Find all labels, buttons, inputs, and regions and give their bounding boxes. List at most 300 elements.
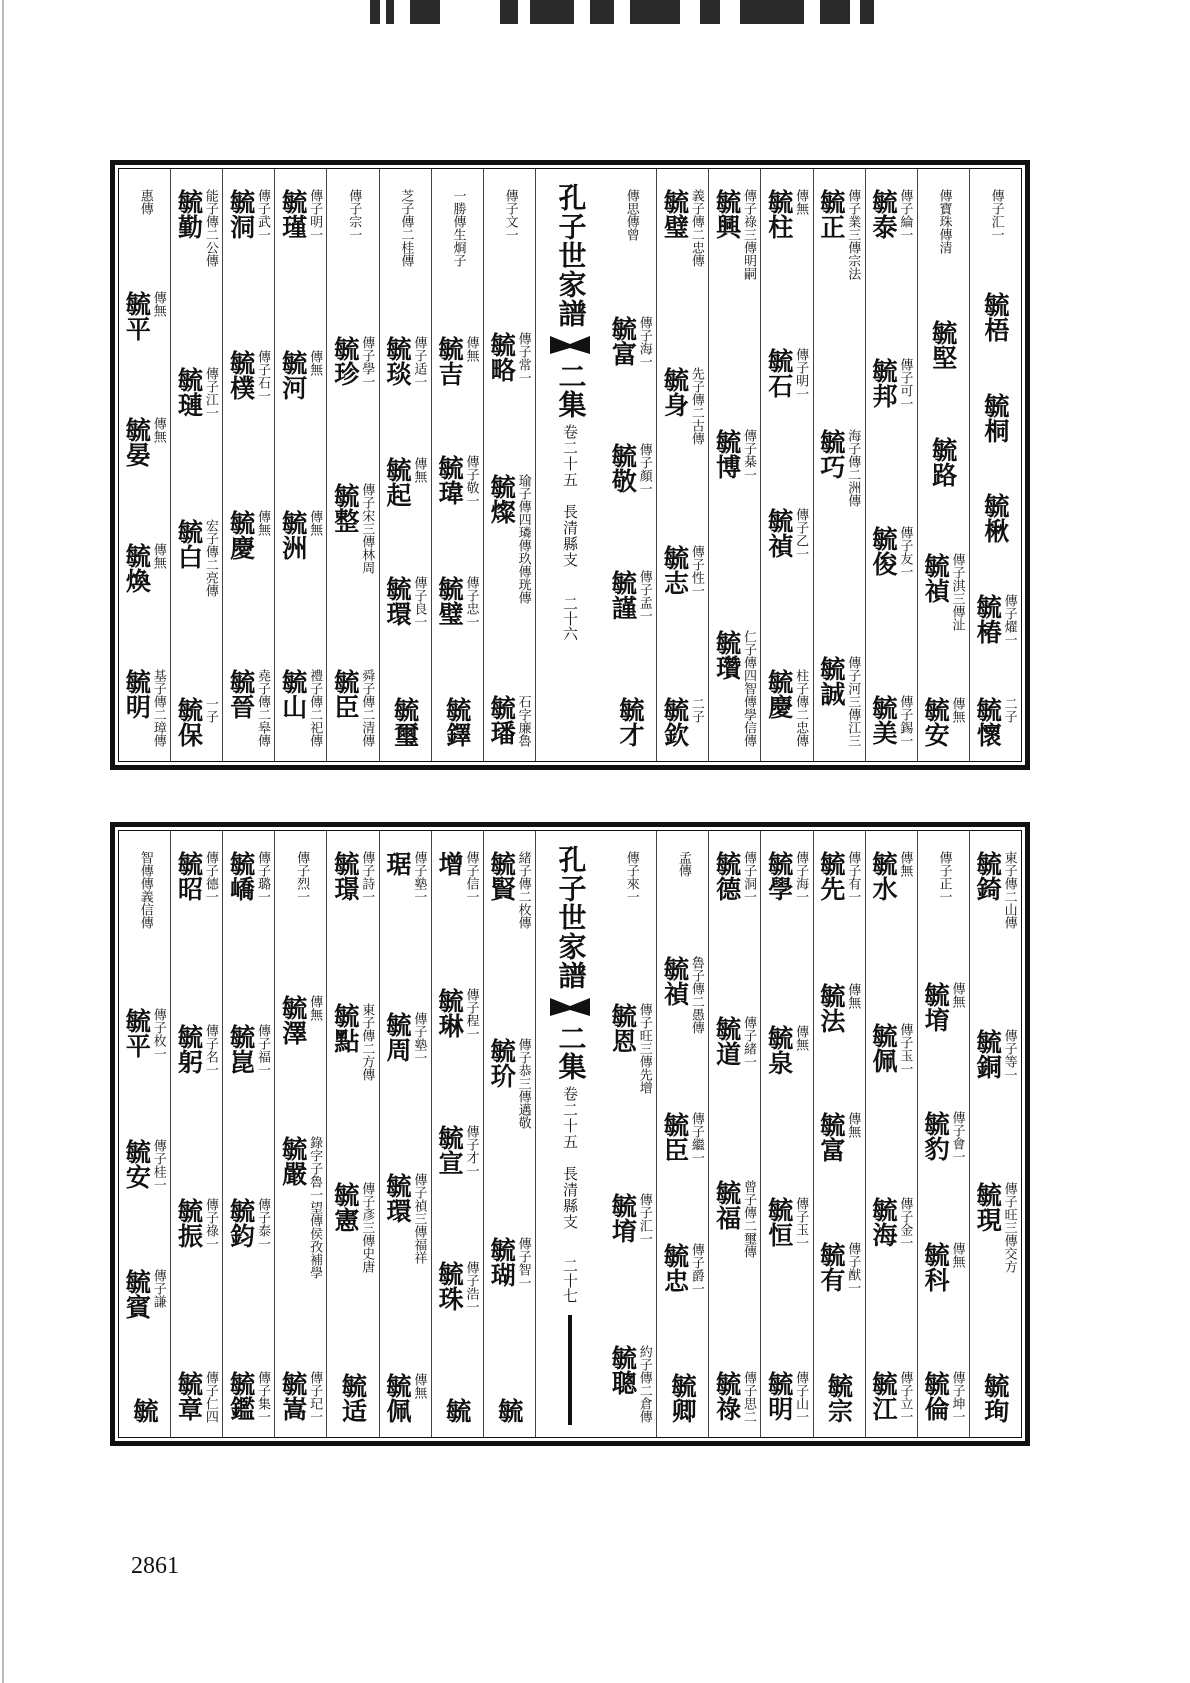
lineage-note: 傳無	[793, 1025, 809, 1051]
genealogy-entry	[174, 697, 218, 747]
genealogy-entry	[226, 510, 270, 561]
person-name: 毓振	[174, 1197, 204, 1248]
person-name: 毓琰	[383, 336, 413, 386]
lineage-note: 傳子燿一	[1001, 594, 1017, 647]
genealogy-entry	[442, 1398, 472, 1423]
column-entries	[226, 851, 270, 1437]
column-entries	[975, 851, 1015, 1437]
lineage-note: 傳子江一	[202, 367, 218, 419]
lineage-note: 傳無	[150, 291, 166, 317]
genealogy-entry	[385, 1173, 425, 1264]
genealogy-entry	[816, 1241, 861, 1294]
genealogy-entry	[174, 1024, 218, 1077]
lineage-note: 傳子忠一	[463, 576, 479, 628]
lineage-note: 傳子禎三傳福祥	[411, 1173, 427, 1264]
person-name: 毓忠	[660, 1242, 690, 1293]
lineage-note: 傳子錫一	[897, 694, 913, 747]
column-entries	[816, 851, 861, 1437]
person-name: 毓嶠	[226, 851, 256, 901]
genealogy-panel-top	[110, 160, 1030, 770]
genealogy-entry	[660, 955, 704, 1034]
lineage-note: 傳子友一	[897, 526, 913, 579]
genealogy-entry	[764, 668, 809, 747]
lineage-note: 傳無	[411, 457, 427, 483]
column-entries	[871, 189, 911, 761]
person-name: 毓晏	[122, 417, 152, 467]
genealogy-entry	[330, 483, 375, 574]
person-name: 毓法	[816, 982, 846, 1033]
column-entries	[124, 851, 164, 1437]
person-name: 毓燦	[487, 474, 517, 525]
genealogy-column	[326, 169, 378, 761]
person-name: 毓俊	[869, 526, 899, 577]
lineage-note: 惠傳	[137, 189, 153, 215]
lineage-note: 錄字子魯一望傳侯孜補學	[307, 1136, 323, 1280]
person-name: 毓佩	[869, 1023, 899, 1073]
genealogy-entry	[124, 543, 164, 593]
genealogy-column	[865, 831, 917, 1437]
genealogy-entry	[816, 189, 861, 280]
genealogy-entry	[330, 336, 375, 388]
lineage-note: 二子	[688, 697, 704, 723]
lineage-note: 傳子綸一	[897, 189, 913, 241]
genealogy-entry	[226, 1024, 270, 1077]
lineage-note: 傳子玉一	[793, 1197, 809, 1249]
person-name: 毓瑾	[278, 189, 308, 239]
lineage-note: 柱子傳二忠傳	[793, 668, 809, 747]
leaf-number: 二十六	[560, 596, 579, 641]
person-name: 毓珍	[330, 336, 360, 386]
lineage-note: 約子傳二倉傳	[636, 1344, 652, 1423]
genealogy-entry	[489, 332, 529, 384]
person-name: 毓學	[764, 851, 794, 901]
lineage-note: 傳子泰一	[254, 1197, 270, 1250]
lineage-note: 傳子适一	[411, 336, 427, 388]
person-name: 毓周	[383, 1012, 413, 1062]
genealogy-column	[379, 831, 431, 1437]
person-name: 毓瑋	[435, 455, 465, 505]
person-name: 毓賓	[122, 1269, 152, 1320]
genealogy-entry	[610, 1193, 650, 1245]
genealogy-column	[483, 169, 535, 761]
lineage-note: 傳無	[150, 543, 166, 569]
person-name: 毓章	[174, 1370, 204, 1421]
genealogy-column	[222, 831, 274, 1437]
lineage-note: 傳子性一	[688, 545, 704, 597]
lineage-note: 傳子才一	[463, 1124, 479, 1177]
lineage-note: 傳子浩一	[463, 1261, 479, 1314]
person-name: 毓楸	[980, 493, 1010, 544]
lineage-note: 傳子猷一	[845, 1241, 861, 1294]
genealogy-entry	[226, 349, 270, 402]
person-name: 毓石	[764, 347, 794, 398]
genealogy-entry	[676, 851, 690, 877]
lineage-note: 傳子烈一	[294, 851, 310, 903]
lineage-note: 傳無	[793, 189, 809, 215]
lineage-note: 傳無	[307, 350, 323, 377]
column-entries	[816, 189, 861, 761]
genealogy-column	[170, 169, 222, 761]
lineage-note: 堯子傳二皋傳	[254, 668, 270, 747]
genealogy-entry	[975, 1182, 1015, 1273]
lineage-note: 傳子來一	[623, 851, 639, 903]
column-entries	[437, 189, 477, 761]
genealogy-entry	[226, 1370, 270, 1423]
lineage-note: 芝子傳二桂傳	[398, 189, 414, 267]
genealogy-entry	[278, 189, 323, 241]
genealogy-entry	[764, 1371, 809, 1423]
person-name: 毓晉	[226, 668, 256, 719]
fish-tail-bar	[568, 1315, 572, 1425]
genealogy-column	[605, 169, 656, 761]
genealogy-entry	[437, 576, 477, 628]
chapter-subtitle: 卷二十五 長清縣支	[560, 1086, 579, 1230]
lineage-note: 孟傳	[675, 851, 691, 877]
genealogy-entry	[936, 189, 950, 254]
genealogy-column	[969, 831, 1021, 1437]
person-name: 毓璧	[435, 576, 465, 626]
lineage-note: 瑜子傳四璘傳玖傳珖傳	[515, 474, 531, 605]
genealogy-entry	[437, 455, 477, 507]
genealogy-entry	[610, 316, 650, 368]
genealogy-column	[760, 169, 812, 761]
lineage-note: 舜子傳二清傳	[359, 669, 375, 747]
lineage-note: 傳子淇三傳沚	[949, 552, 965, 631]
person-name: 毓珣	[980, 1372, 1010, 1423]
lineage-note: 傳子宗一	[346, 189, 362, 241]
genealogy-column	[222, 169, 274, 761]
person-name: 毓吉	[435, 336, 465, 386]
lineage-note: 傳子桂一	[150, 1138, 166, 1191]
person-name: 毓起	[383, 457, 413, 507]
genealogy-entry	[660, 1112, 704, 1164]
genealogy-entry	[489, 695, 529, 747]
person-name: 毓禎	[921, 552, 951, 603]
lineage-note: 傳子汇一	[636, 1193, 652, 1246]
person-name: 毓科	[921, 1242, 951, 1292]
person-name: 毓先	[816, 851, 846, 901]
lineage-note: 傳子石一	[254, 349, 270, 402]
lineage-note: 傳子玘一	[307, 1370, 323, 1423]
lineage-note: 傳子塾一	[411, 851, 427, 903]
genealogy-entry	[623, 189, 637, 241]
lineage-note: 義子傳二忠傳	[688, 189, 704, 267]
person-name: 毓正	[816, 189, 846, 239]
genealogy-entry	[975, 851, 1015, 929]
person-name: 毓瓚	[712, 630, 742, 680]
lineage-note: 二子	[1001, 696, 1017, 723]
genealogy-entry	[871, 851, 911, 901]
person-name: 毓身	[660, 367, 690, 417]
genealogy-column	[865, 169, 917, 761]
lineage-note: 傳無	[949, 982, 965, 1008]
lineage-note: 傳子智一	[515, 1237, 531, 1290]
person-name: 毓環	[383, 576, 413, 626]
column-entries	[437, 851, 477, 1437]
column-entries	[610, 189, 650, 761]
genealogy-column	[379, 169, 431, 761]
lineage-note: 傳子繼一	[688, 1112, 704, 1164]
genealogy-entry	[764, 508, 809, 561]
genealogy-column	[431, 169, 483, 761]
person-name: 毓興	[712, 189, 742, 239]
genealogy-entry	[385, 851, 425, 903]
genealogy-entry	[174, 189, 218, 267]
genealogy-entry	[988, 189, 1002, 241]
column-entries	[226, 189, 270, 761]
genealogy-entry	[923, 553, 963, 631]
genealogy-entry	[980, 392, 1010, 443]
genealogy-entry	[278, 994, 323, 1045]
fish-tail-ornament	[548, 996, 592, 1018]
column-entries	[174, 851, 218, 1437]
person-name: 毓宣	[435, 1124, 465, 1175]
genealogy-entry	[616, 697, 646, 747]
column-entries	[923, 851, 963, 1437]
person-name: 毓堉	[608, 1193, 638, 1244]
genealogy-entry	[660, 545, 704, 597]
person-name: 毓欽	[660, 697, 690, 747]
genealogy-entry	[712, 630, 756, 747]
column-entries	[660, 189, 704, 761]
genealogy-column	[483, 831, 535, 1437]
lineage-note: 傳子祿三傳明嗣	[740, 189, 756, 280]
genealogy-entry	[871, 1197, 911, 1249]
genealogy-entry	[923, 1371, 963, 1423]
lineage-note: 傳無	[254, 510, 270, 537]
genealogy-column	[917, 169, 969, 761]
lineage-note: 一勝傳生烱子	[450, 189, 466, 267]
person-name: 毓才	[616, 697, 646, 747]
page-number: 2861	[131, 1553, 179, 1579]
person-name: 毓佩	[383, 1373, 413, 1423]
lineage-note: 傳無	[307, 509, 323, 536]
person-name: 毓銅	[973, 1029, 1003, 1080]
genealogy-entry	[660, 367, 704, 445]
person-name: 毓适	[338, 1372, 368, 1423]
genealogy-entry	[338, 1372, 368, 1423]
genealogy-entry	[174, 1197, 218, 1250]
lineage-note: 傳子棊一	[740, 429, 756, 481]
person-name: 毓海	[869, 1197, 899, 1247]
genealogy-entry	[712, 851, 756, 903]
person-name: 毓明	[122, 669, 152, 719]
person-name: 毓略	[487, 331, 517, 382]
genealogy-entry	[764, 851, 809, 903]
lineage-note: 傳子塾一	[411, 1012, 427, 1064]
genealogy-entry	[137, 189, 151, 215]
lineage-note: 傳無	[150, 417, 166, 443]
person-name: 毓珠	[435, 1261, 465, 1312]
person-name: 毓慶	[764, 668, 794, 719]
person-name: 毓錡	[973, 851, 1003, 901]
person-name: 增	[435, 851, 465, 876]
person-name: 毓璉	[174, 367, 204, 417]
person-name: 毓椿	[973, 594, 1003, 645]
lineage-note: 傳子金一	[897, 1197, 913, 1249]
genealogy-column	[917, 831, 969, 1437]
genealogy-entry	[871, 358, 911, 410]
genealogy-entry	[668, 1373, 698, 1423]
lineage-note: 傳子程一	[463, 987, 479, 1040]
person-name: 毓勤	[174, 189, 204, 239]
lineage-note: 東子傳二山傳	[1001, 851, 1017, 929]
genealogy-entry	[437, 988, 477, 1040]
lineage-note: 傳無	[307, 994, 323, 1021]
person-name: 毓點	[330, 1003, 360, 1054]
genealogy-entry	[980, 1372, 1010, 1423]
lineage-note: 傳無	[411, 1373, 427, 1399]
scan-top-bleed	[320, 0, 960, 26]
column-entries	[124, 189, 164, 761]
column-entries	[975, 189, 1015, 761]
person-name: 毓禎	[660, 955, 690, 1006]
lineage-note: 傳子會一	[949, 1111, 965, 1163]
leaf-number: 二十七	[560, 1258, 579, 1303]
person-name: 毓環	[383, 1173, 413, 1223]
genealogy-entry	[278, 509, 323, 560]
lineage-note: 傳子思二	[740, 1370, 756, 1423]
genealogy-entry	[124, 669, 164, 747]
person-name: 毓邦	[869, 357, 899, 408]
genealogy-entry	[871, 1371, 911, 1423]
person-name: 毓路	[928, 436, 958, 487]
genealogy-entry	[871, 189, 911, 241]
genealogy-column	[708, 169, 760, 761]
genealogy-entry	[712, 429, 756, 481]
person-name: 毓平	[122, 1007, 152, 1058]
genealogy-entry	[226, 668, 270, 747]
genealogy-entry	[764, 1025, 809, 1075]
column-entries	[278, 851, 323, 1437]
genealogy-entry	[816, 429, 861, 507]
person-name: 毓洞	[226, 189, 256, 239]
person-name: 毓道	[712, 1015, 742, 1066]
genealogy-entry	[816, 851, 861, 903]
genealogy-column	[274, 831, 326, 1437]
genealogy-entry	[489, 1237, 529, 1289]
lineage-note: 傳子仁四	[202, 1370, 218, 1423]
lineage-note: 傳子祿一	[202, 1197, 218, 1250]
genealogy-entry	[385, 1373, 425, 1423]
lineage-note: 智傳傳義信傳	[137, 851, 153, 929]
lineage-note: 基子傳二璋傳	[150, 669, 166, 747]
volume-label: 二集	[554, 362, 588, 418]
genealogy-entry	[871, 1023, 911, 1075]
lineage-note: 傳子乙一	[793, 508, 809, 561]
genealogy-entry	[442, 697, 472, 747]
column-entries	[712, 189, 756, 761]
lineage-note: 海子傳二洲傳	[845, 429, 861, 507]
lineage-note: 傳子等一	[1001, 1029, 1017, 1082]
lineage-note: 傳子恭三傳邁敬	[515, 1037, 531, 1129]
lineage-note: 傳子旺三傳交方	[1001, 1181, 1017, 1273]
lineage-note: 傳子汇一	[988, 189, 1004, 241]
genealogy-entry	[660, 189, 704, 267]
person-name: 毓臣	[660, 1112, 690, 1162]
person-name: 毓德	[712, 851, 742, 901]
chapter-subtitle: 卷二十五 長清縣支	[560, 424, 579, 568]
person-name: 琚	[383, 851, 413, 876]
column-entries	[923, 189, 963, 761]
person-name: 毓祿	[712, 1370, 742, 1421]
column-entries	[489, 851, 529, 1437]
lineage-note: 傳子福一	[254, 1024, 270, 1077]
lineage-note: 傳子立一	[897, 1371, 913, 1423]
genealogy-entry	[385, 336, 425, 388]
lineage-note: 傳寶珠傳清	[936, 189, 952, 254]
person-name: 毓嵩	[278, 1370, 308, 1421]
person-name: 毓豹	[921, 1111, 951, 1161]
lineage-note: 傳子敬一	[463, 455, 479, 507]
person-name: 毓志	[660, 545, 690, 595]
lineage-note: 傳子玉一	[897, 1023, 913, 1075]
person-name: 毓鐸	[442, 697, 472, 747]
genealogy-entry	[124, 1139, 164, 1191]
person-name: 毓堉	[921, 982, 951, 1032]
genealogy-entry	[489, 851, 529, 929]
genealogy-column	[170, 831, 222, 1437]
genealogy-entry	[764, 1197, 809, 1249]
genealogy-entry	[385, 576, 425, 628]
person-name: 毓泉	[764, 1025, 794, 1075]
lineage-note: 傳子德一	[202, 851, 218, 903]
person-name: 毓澤	[278, 994, 308, 1045]
lineage-note: 能子傳二公傳	[202, 189, 218, 267]
lineage-note: 傳子彥三傳史唐	[359, 1181, 375, 1273]
genealogy-entry	[330, 1003, 375, 1082]
lineage-note: 傳子正一	[936, 851, 952, 903]
person-name: 毓明	[764, 1371, 794, 1421]
lineage-note: 傳子常一	[515, 331, 531, 384]
genealogy-entry	[764, 347, 809, 400]
panel-bottom-grid	[118, 830, 1022, 1438]
genealogy-entry	[928, 436, 958, 487]
lineage-note: 傳子爵一	[688, 1242, 704, 1295]
person-name: 毓現	[973, 1181, 1003, 1232]
genealogy-column	[119, 831, 170, 1437]
person-name: 毓宗	[824, 1373, 854, 1423]
person-name: 毓整	[330, 483, 360, 533]
genealogy-entry	[936, 851, 950, 903]
genealogy-entry	[346, 189, 360, 241]
lineage-note: 傳子璐一	[254, 851, 270, 903]
genealogy-entry	[124, 1008, 164, 1060]
genealogy-entry	[330, 1181, 375, 1273]
column-entries	[330, 851, 375, 1437]
book-title: 孔子世家譜	[554, 845, 588, 990]
lineage-note: 傳子明一	[307, 189, 323, 241]
lineage-note: 傳子河三傳江三	[845, 656, 861, 747]
genealogy-entry	[816, 982, 861, 1033]
person-name: 毓泰	[869, 189, 899, 239]
genealogy-entry	[294, 851, 308, 903]
person-name: 毓懷	[973, 696, 1003, 747]
person-name: 毓慶	[226, 510, 256, 561]
genealogy-entry	[398, 189, 412, 267]
lineage-note: 傳子海一	[793, 851, 809, 903]
person-name: 毓平	[122, 291, 152, 341]
person-name: 毓崑	[226, 1024, 256, 1075]
genealogy-panel-bottom	[110, 822, 1030, 1446]
genealogy-column	[119, 169, 170, 761]
person-name: 毓玠	[487, 1037, 517, 1088]
genealogy-entry	[923, 1242, 963, 1292]
scan-left-rule	[2, 0, 4, 1683]
genealogy-entry	[437, 1125, 477, 1177]
person-name: 毓憲	[330, 1181, 360, 1232]
genealogy-entry	[610, 1003, 650, 1094]
